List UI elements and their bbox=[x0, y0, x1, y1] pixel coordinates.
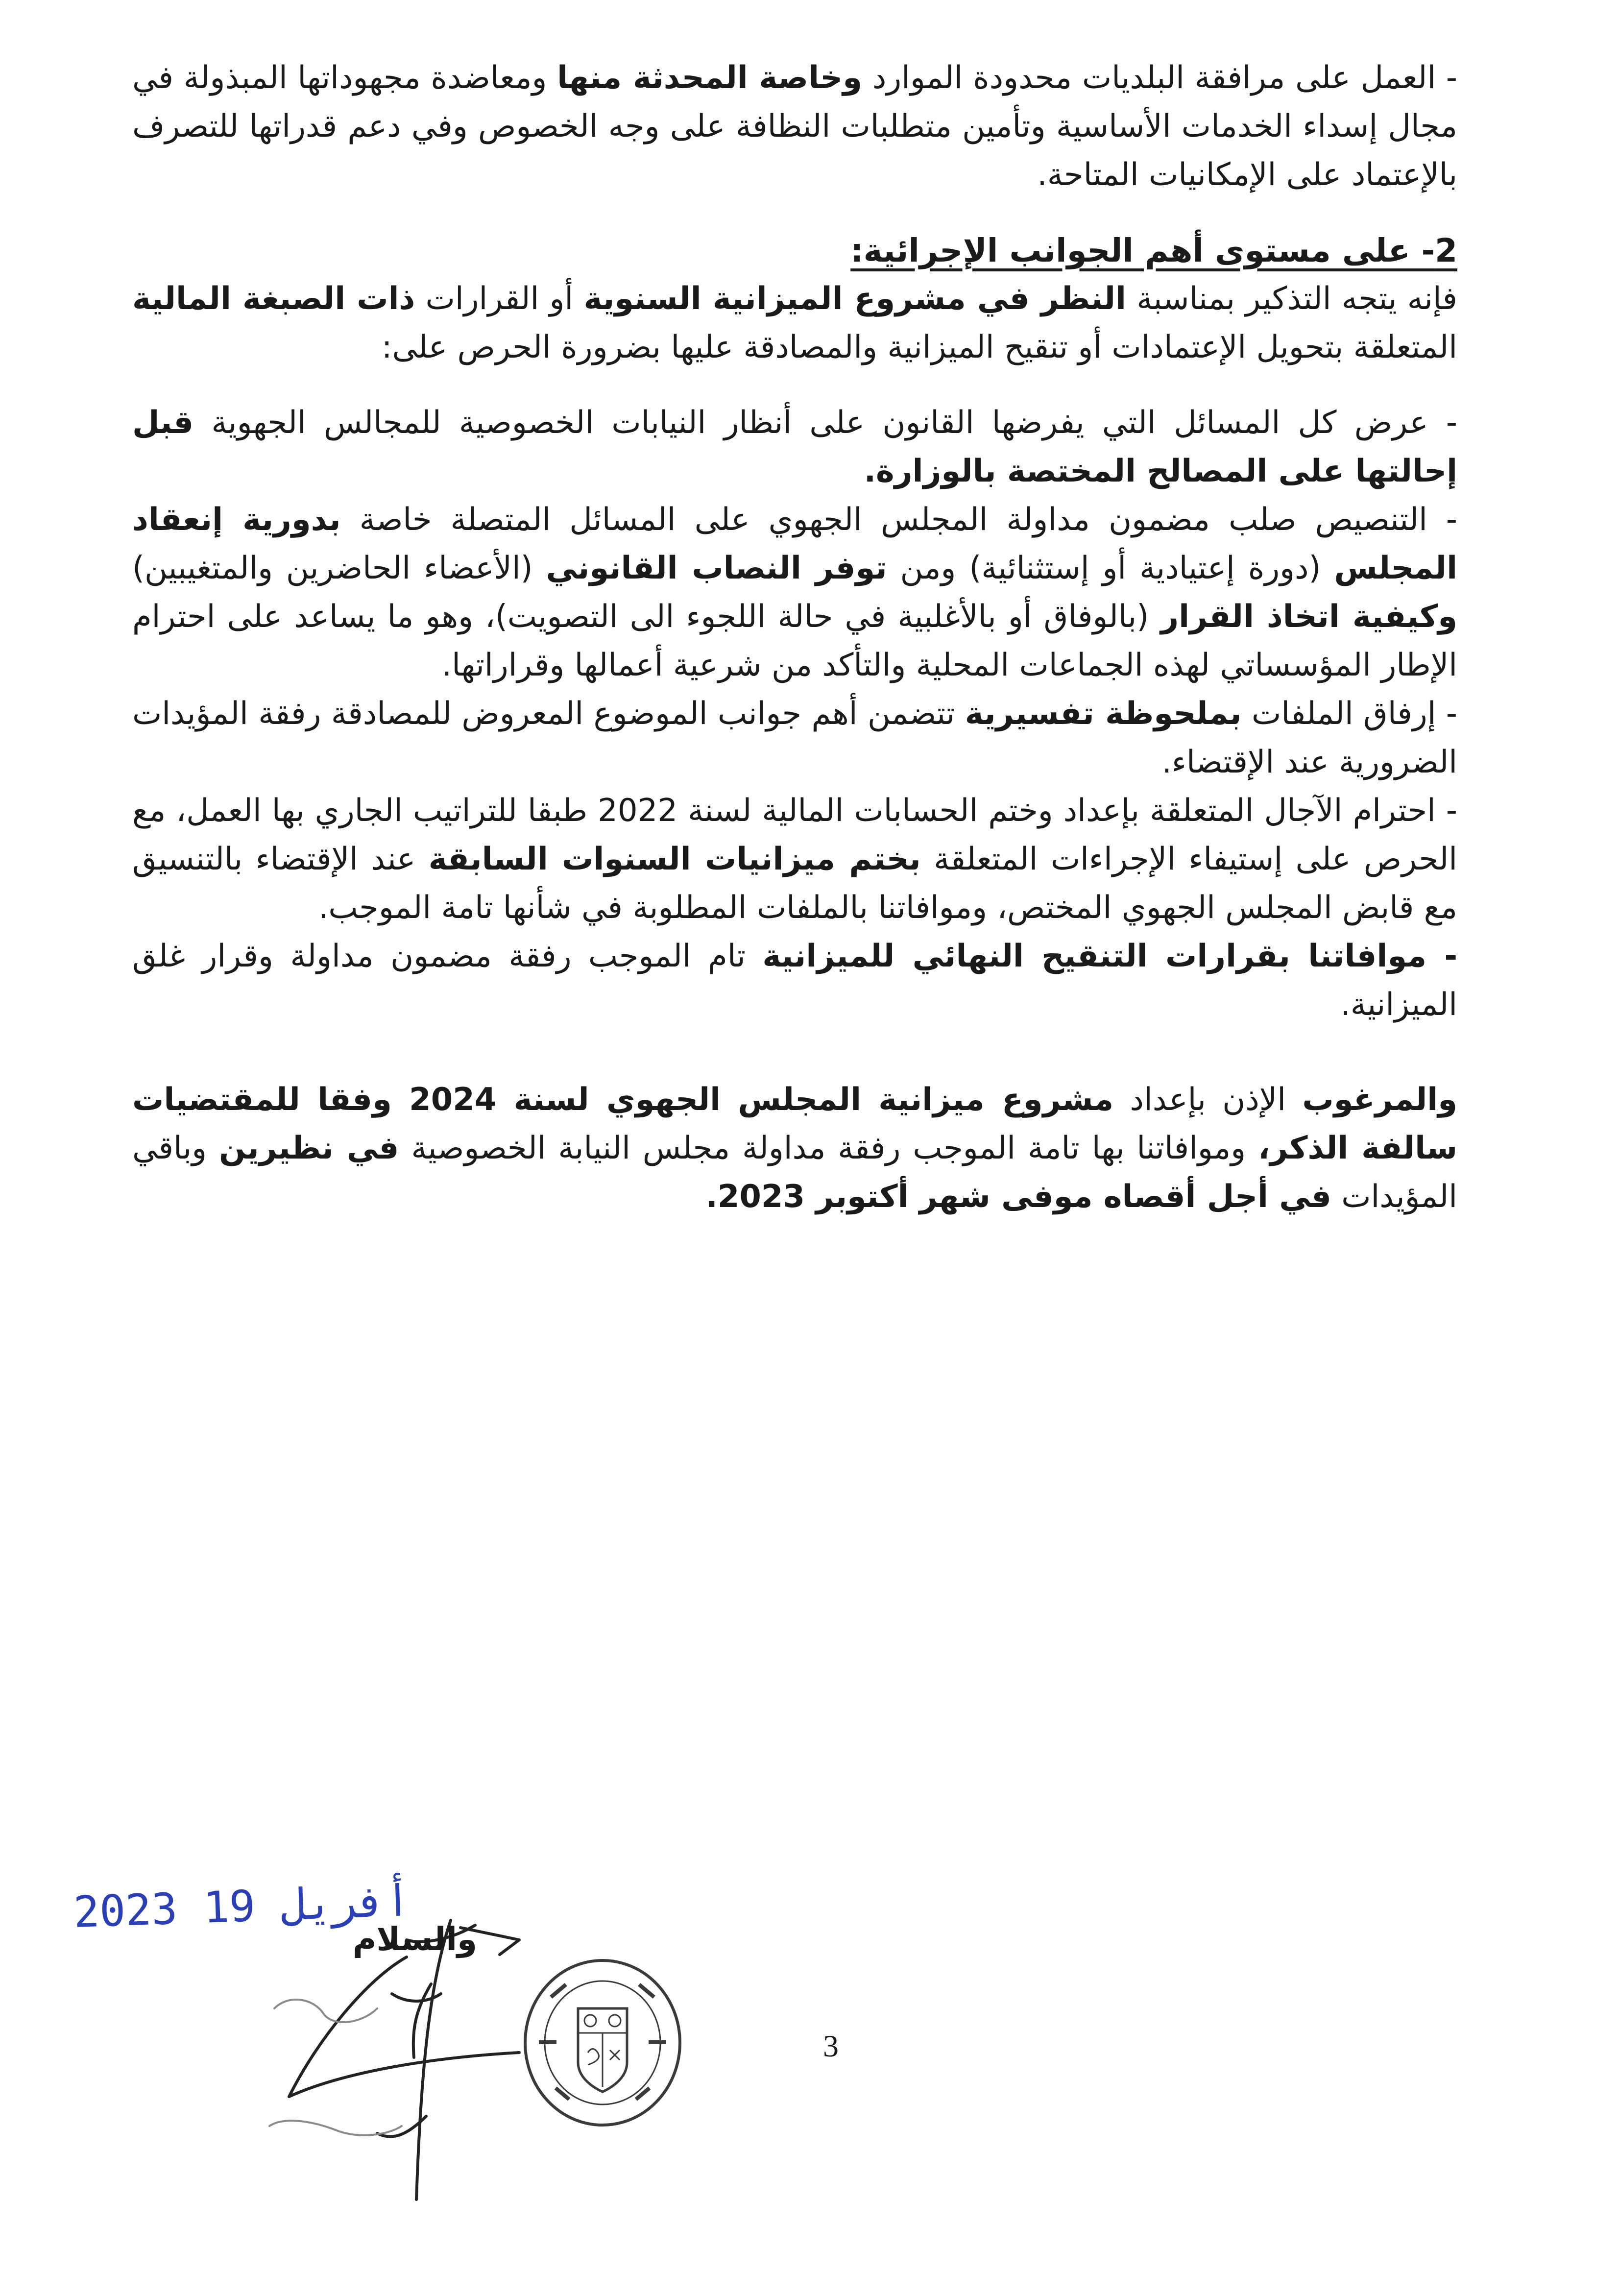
list-item-final-amendment: - موافاتنا بقرارات التنقيح النهائي للميزانية تام الموجب رفقة مضمون مداولة وقرار غلق الميزانية. bbox=[132, 938, 1458, 1023]
paragraph-municipalities-support: - العمل على مرافقة البلديات محدودة الموارد وخاصة المحدثة منها ومعاضدة مجهوداتها المبذولة في مجال إسداء الخدمات الأساسية وتأمين متطلبات النظافة على وجه الخصوص وفي دعم قدراتها للتصرف بالإعتماد على الإمكانيات المتاحة. bbox=[132, 60, 1458, 193]
page-number: 3 bbox=[823, 2029, 839, 2063]
list-item-deadlines: - احترام الآجال المتعلقة بإعداد وختم الحسابات المالية لسنة 2022 طبقا للتراتيب الجاري بها العمل، مع الحرص على إستيفاء الإجراءات المتعلقة بختم ميزانيات السنوات السابقة عند الإقتضاء بالتنسيق مع قابض المجلس الجهوي المختص، وموافاتنا بالملفات المطلوبة في شأنها تامة الموجب. bbox=[132, 793, 1458, 926]
list-item-submit-issues: - عرض كل المسائل التي يفرضها القانون على أنظار النيابات الخصوصية للمجالس الجهوية قبل إحالتها على المصالح المختصة بالوزارة. bbox=[132, 405, 1457, 489]
paragraph-request-2024-budget: والمرغوب الإذن بإعداد مشروع ميزانية المجلس الجهوي لسنة 2024 وفقا للمقتضيات سالفة الذكر، وموافاتنا بها تامة الموجب رفقة مداولة مجلس النيابة الخصوصية في نظيرين وباقي المؤيدات في أجل أقصاه موفى شهر أكتوبر 2023. bbox=[132, 1082, 1458, 1215]
list-item-explanatory-note: - إرفاق الملفات بملحوظة تفسيرية تتضمن أهم جوانب الموضوع المعروض للمصادقة رفقة المؤيدات الضرورية عند الإقتضاء. bbox=[132, 696, 1457, 780]
document-body bbox=[132, 54, 1457, 1221]
signature-area bbox=[0, 1875, 1619, 2185]
closing-salutation: والسلام bbox=[353, 1920, 478, 1958]
paragraph-budget-review: فإنه يتجه التذكير بمناسبة النظر في مشروع الميزانية السنوية أو القرارات ذات الصبغة المالية المتعلقة بتحويل الإعتمادات أو تنقيح الميزانية والمصادقة عليها بضرورة الحرص على: bbox=[132, 281, 1458, 365]
list-item-council-deliberation: - التنصيص صلب مضمون مداولة المجلس الجهوي على المسائل المتصلة خاصة بدورية إنعقاد المجلس (دورة إعتيادية أو إستثنائية) ومن توفر النصاب القانوني (الأعضاء الحاضرين والمتغيبين) وكيفية اتخاذ القرار (بالوفاق أو بالأغلبية في حالة اللجوء الى التصويت)، وهو ما يساعد على احترام الإطار المؤسساتي لهذه الجماعات المحلية والتأكد من شرعية أعمالها وقراراتها. bbox=[132, 502, 1458, 683]
date-stamp: 2023 أفريل 19 bbox=[72, 1875, 412, 1937]
section-heading-procedures: 2- على مستوى أهم الجوانب الإجرائية: bbox=[850, 232, 1457, 269]
ministry-seal bbox=[519, 1955, 686, 2131]
